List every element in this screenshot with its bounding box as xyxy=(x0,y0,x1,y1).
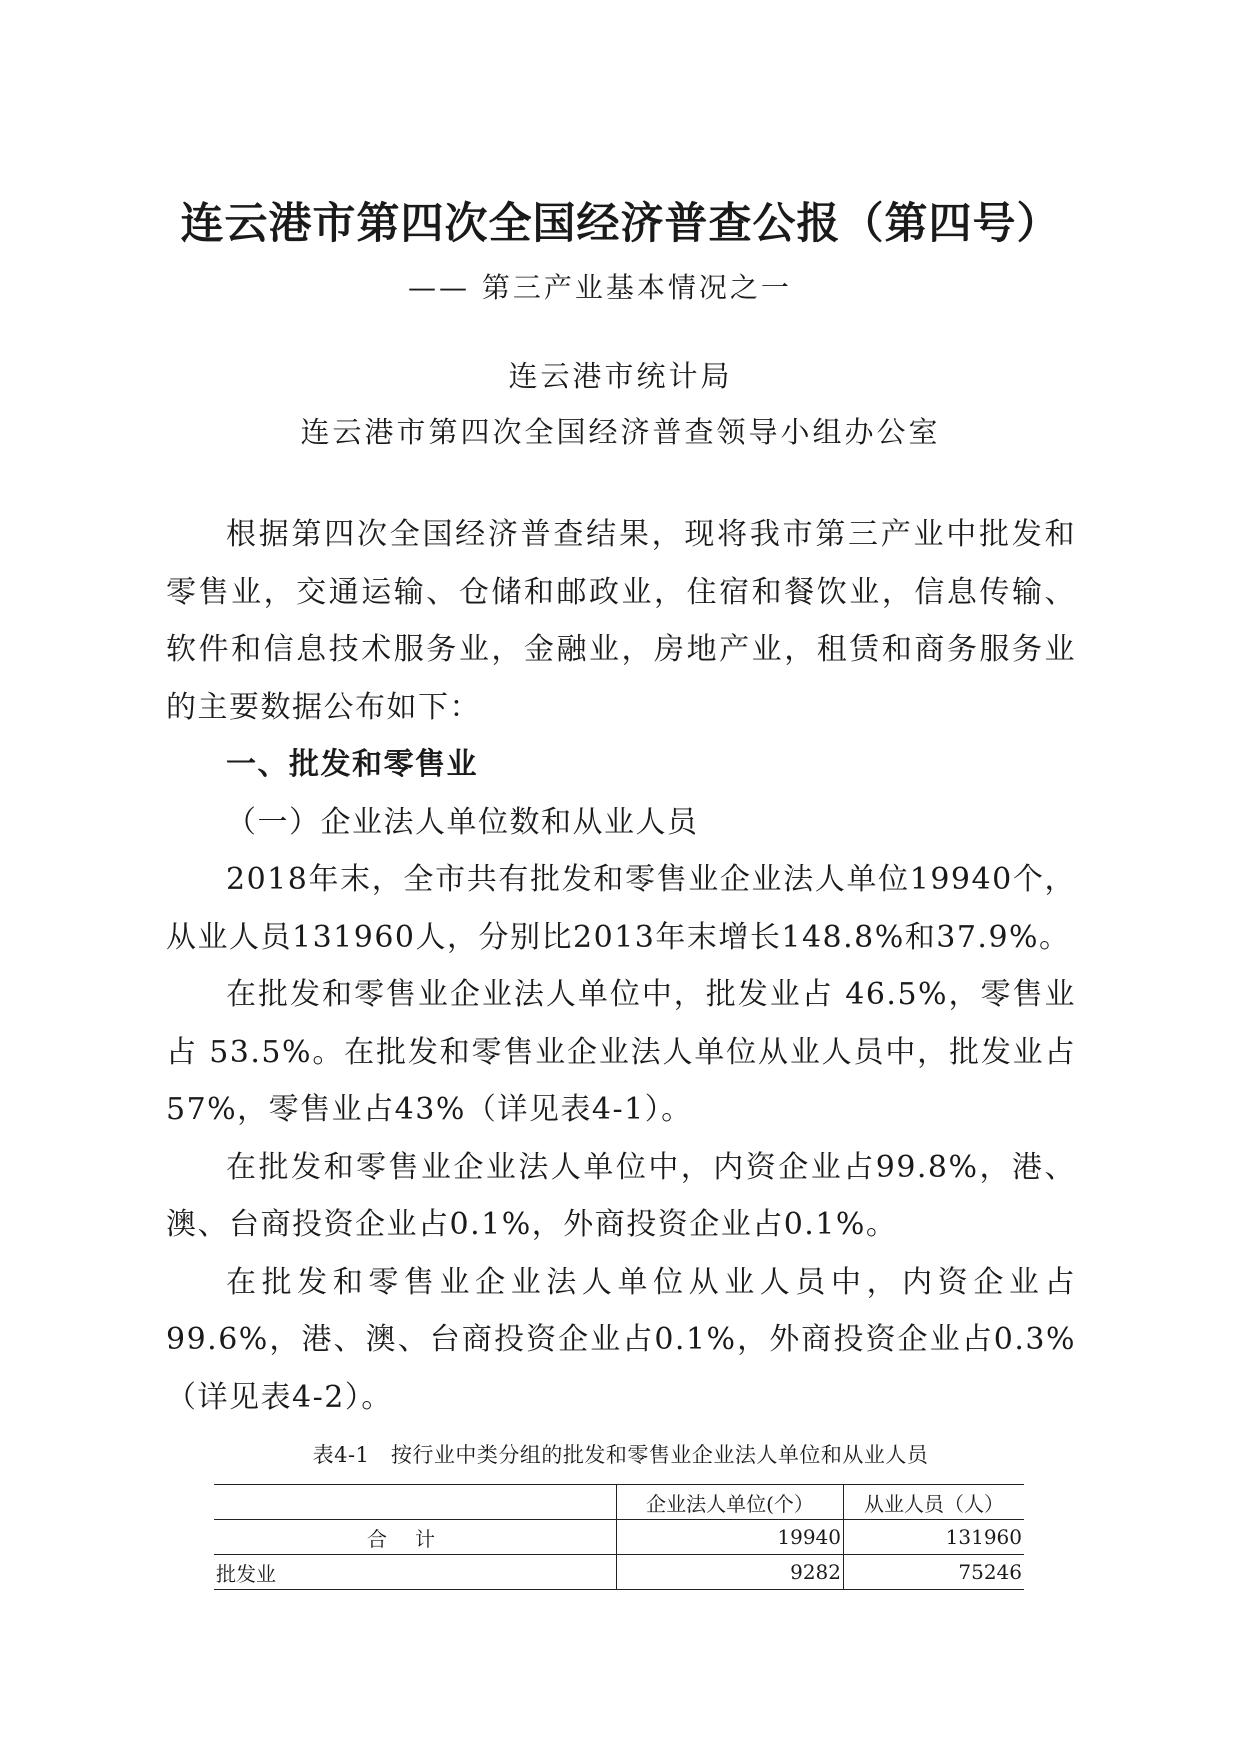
document-subtitle: —— 第三产业基本情况之一 xyxy=(408,271,792,304)
body-paragraph: 在批发和零售业企业法人单位从业人员中，内资企业占99.6%，港、澳、台商投资企业占0.1%，外商投资企业占0.3%（详见表4-2）。 xyxy=(166,1264,1076,1415)
body-paragraph: 在批发和零售业企业法人单位中，批发业占 46.5%，零售业占 53.5%。在批发和零售业企业法人单位从业人员中，批发业占57%，零售业占43%（详见表4-1）。 xyxy=(166,977,1076,1127)
subsection-heading: （一）企业法人单位数和从业人员 xyxy=(226,804,699,840)
table-header-row xyxy=(214,1485,1024,1520)
row-units: 9282 xyxy=(617,1555,844,1590)
intro-paragraph: 根据第四次全国经济普查结果，现将我市第三产业中批发和零售业，交通运输、仓储和邮政业，住宿和餐饮业，信息传输、软件和信息技术服务业，金融业，房地产业，租赁和商务服务业的主要数据公布如下： xyxy=(166,517,1076,725)
issuer-census-office: 连云港市第四次全国经济普查领导小组办公室 xyxy=(300,415,941,449)
issuer-statistics-bureau: 连云港市统计局 xyxy=(508,359,733,393)
row-label: 合计 xyxy=(214,1520,617,1555)
table-row xyxy=(214,1555,1024,1590)
section-heading: 一、批发和零售业 xyxy=(226,747,478,782)
document-body xyxy=(166,506,1076,1426)
row-employees: 75246 xyxy=(844,1555,1025,1590)
table-header-employees: 从业人员（人） xyxy=(844,1485,1025,1520)
row-employees: 131960 xyxy=(844,1520,1025,1555)
data-table xyxy=(214,1484,1024,1590)
body-paragraph: 在批发和零售业企业法人单位中，内资企业占99.8%，港、澳、台商投资企业占0.1%，外商投资企业占0.1%。 xyxy=(166,1149,1076,1242)
table-caption: 表4-1 按行业中类分组的批发和零售业企业法人单位和从业人员 xyxy=(312,1443,929,1467)
row-label: 批发业 xyxy=(214,1555,617,1590)
row-units: 19940 xyxy=(617,1520,844,1555)
document-title: 连云港市第四次全国经济普查公报（第四号） xyxy=(180,199,1061,249)
table-header-units: 企业法人单位(个） xyxy=(617,1485,844,1520)
table-row xyxy=(214,1520,1024,1555)
body-paragraph: 2018年末，全市共有批发和零售业企业法人单位19940个，从业人员131960人，分别比2013年末增长148.8%和37.9%。 xyxy=(166,862,1076,955)
table-header-label xyxy=(214,1485,617,1520)
